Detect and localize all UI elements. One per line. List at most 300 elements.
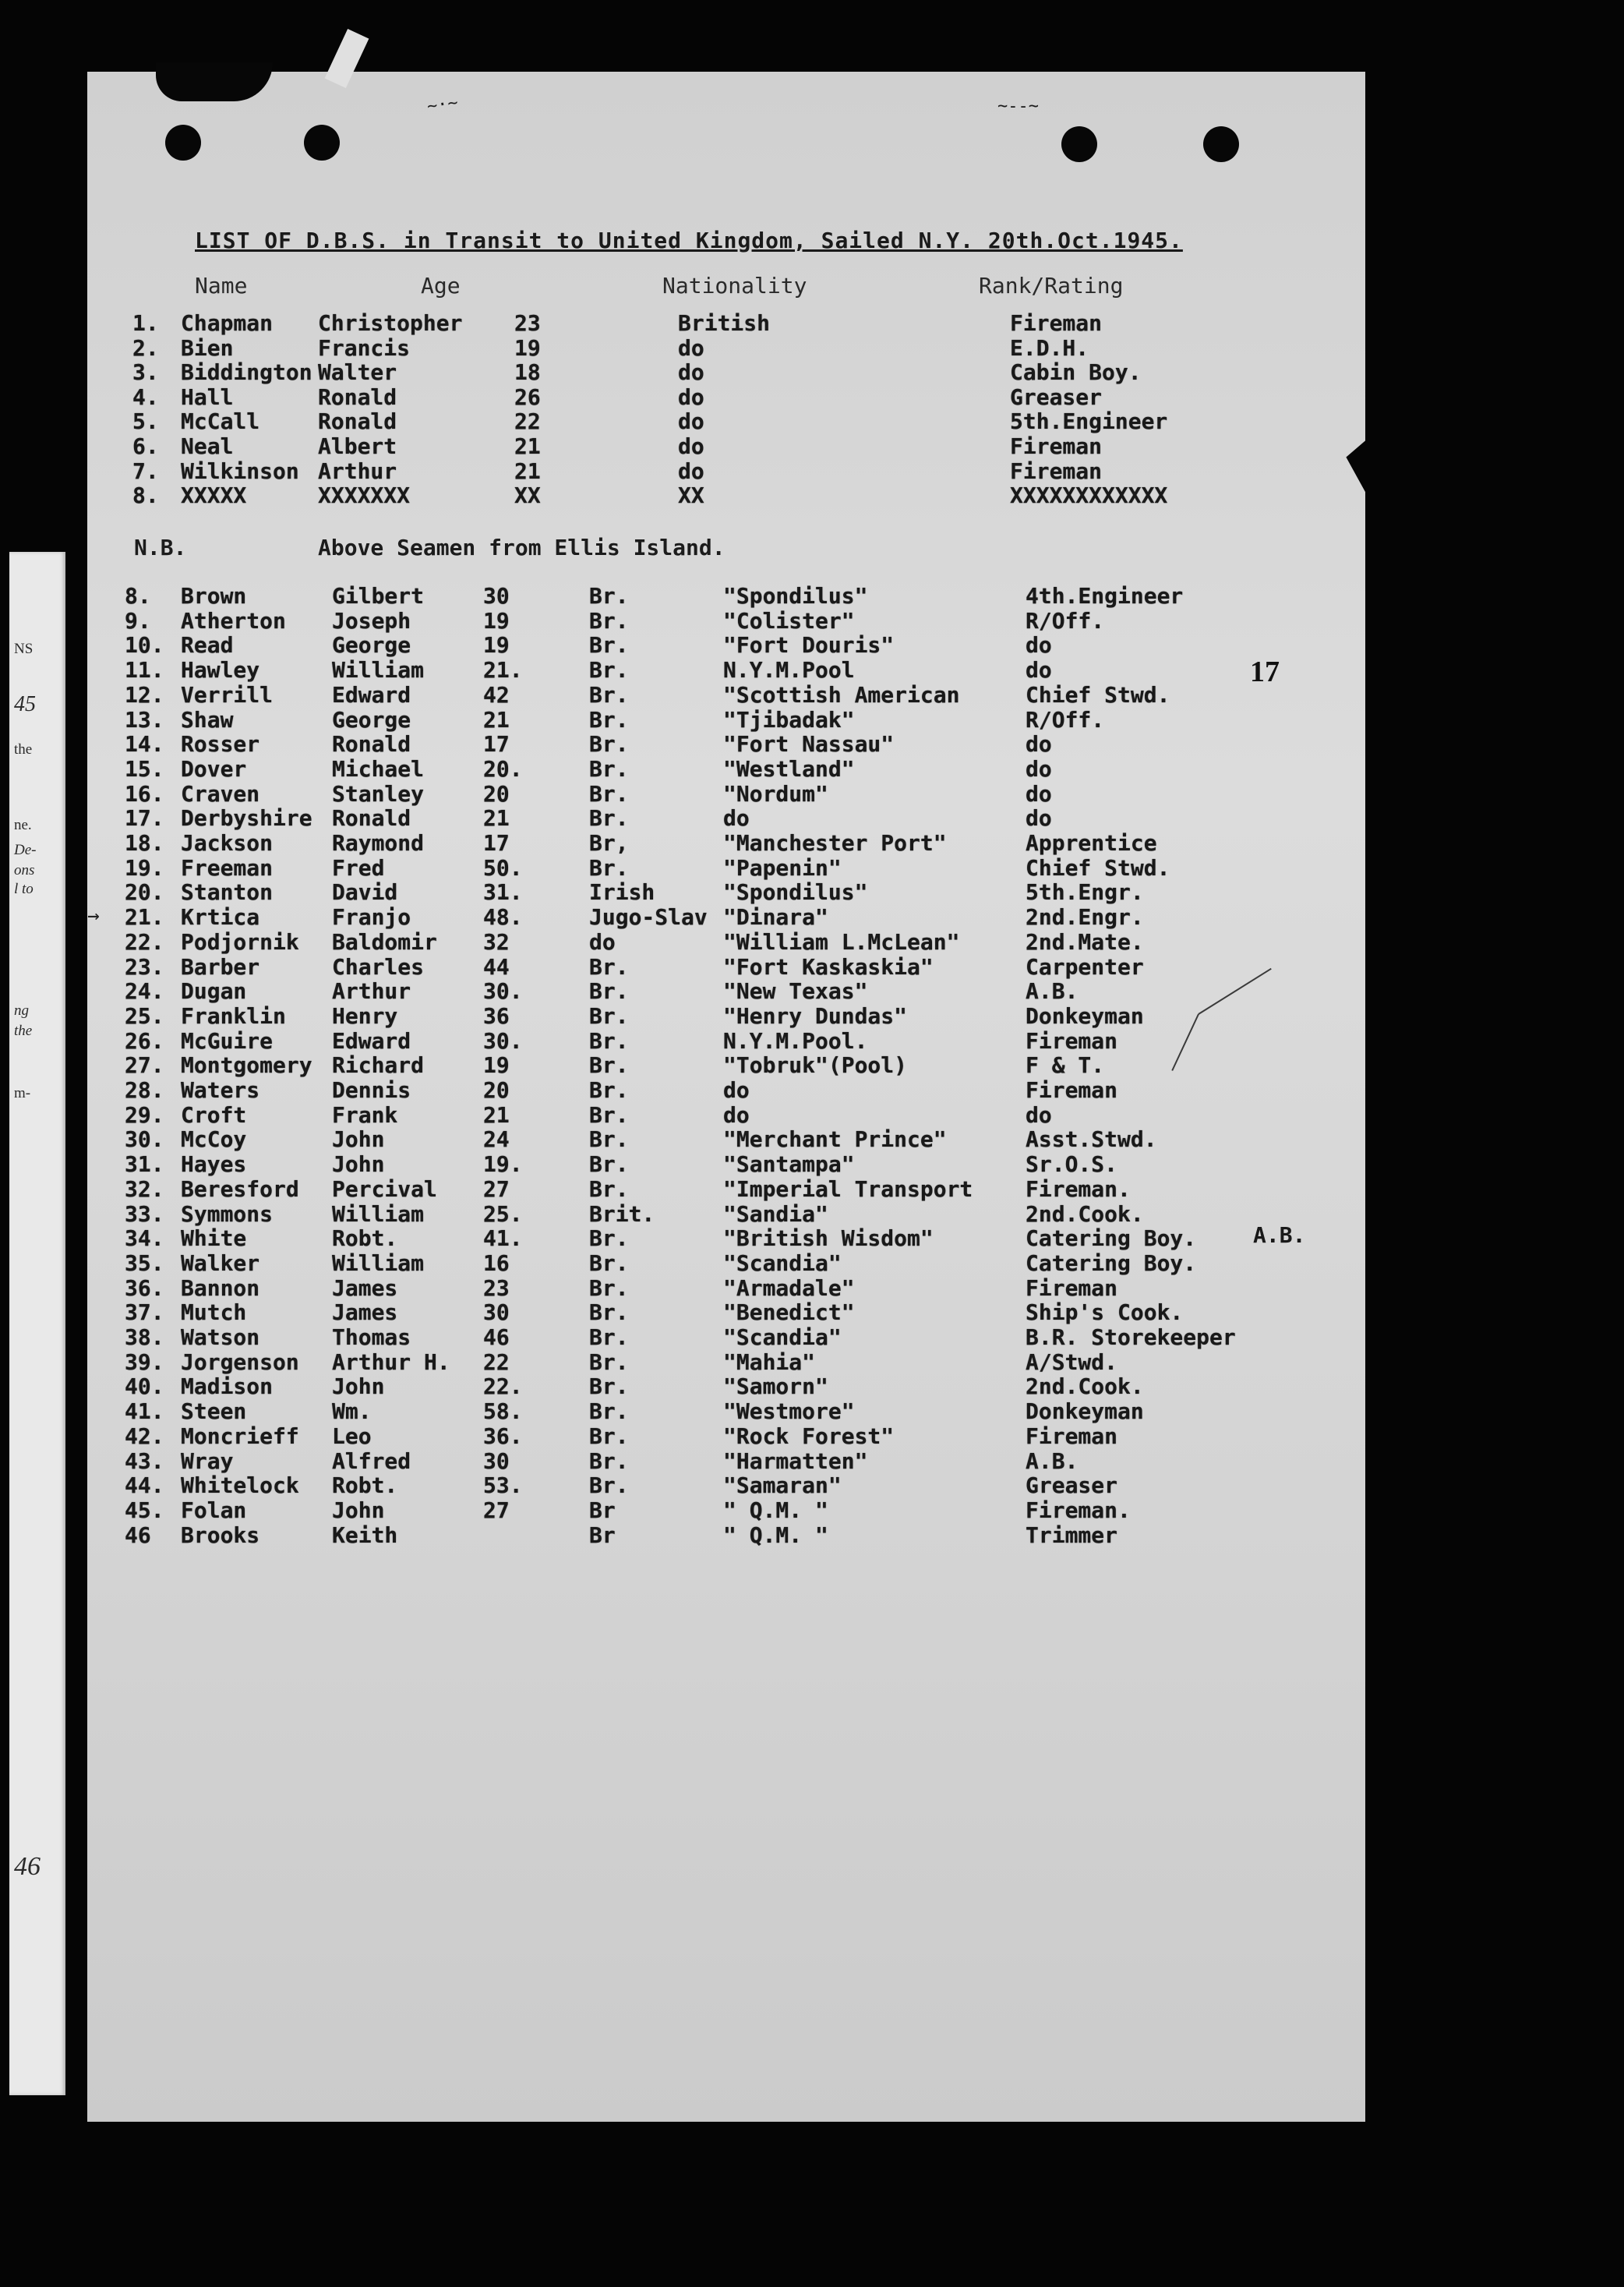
- nationality: Br.: [589, 755, 629, 782]
- age: 23: [514, 310, 541, 336]
- nationality: do: [589, 928, 616, 955]
- rank-rating: Asst.Stwd.: [1026, 1126, 1157, 1153]
- entry-number: 42.: [125, 1423, 164, 1449]
- list-item: [0, 929, 1325, 954]
- list-item: [0, 1003, 1325, 1028]
- nationality: Br: [589, 1522, 616, 1548]
- age: 46: [483, 1324, 510, 1350]
- entry-number: 16.: [125, 780, 164, 807]
- surname: Symmons: [181, 1200, 274, 1227]
- entry-number: 44.: [125, 1472, 164, 1499]
- surname: Bannon: [181, 1274, 260, 1301]
- first-name: Keith: [332, 1522, 398, 1548]
- nationality: Br.: [589, 1472, 629, 1499]
- rank-rating: Chief Stwd.: [1026, 681, 1170, 708]
- first-name: Percival: [332, 1175, 437, 1202]
- ship-name: "Samorn": [723, 1373, 828, 1400]
- nationality: Br.: [589, 805, 629, 832]
- rank-rating: Donkeyman: [1026, 1398, 1144, 1425]
- rank-rating: 2nd.Mate.: [1026, 928, 1144, 955]
- entry-number: 33.: [125, 1200, 164, 1227]
- first-name: Ronald: [332, 805, 411, 832]
- list-item: [0, 1275, 1325, 1300]
- first-name: Edward: [332, 681, 411, 708]
- age: 20.: [483, 755, 523, 782]
- ship-name: "Fort Douris": [723, 632, 895, 659]
- age: 27: [483, 1497, 510, 1523]
- entry-number: 35.: [125, 1250, 164, 1276]
- age: 21: [483, 805, 510, 832]
- rank-rating: Fireman: [1026, 1027, 1118, 1054]
- age: 21: [483, 706, 510, 733]
- rank-rating: Trimmer: [1026, 1522, 1118, 1548]
- nationality: Br.: [589, 1274, 629, 1301]
- nationality: do: [678, 433, 704, 459]
- ship-name: "Fort Kaskaskia": [723, 953, 934, 980]
- list-item: [0, 1126, 1325, 1151]
- first-name: Baldomir: [332, 928, 437, 955]
- ship-name: N.Y.M.Pool: [723, 657, 855, 684]
- list-item: [0, 335, 1325, 360]
- surname: Walker: [181, 1250, 260, 1276]
- rank-rating: Carpenter: [1026, 953, 1144, 980]
- entry-number: 22.: [125, 928, 164, 955]
- list-item: [0, 1448, 1325, 1473]
- list-item: [0, 1176, 1325, 1201]
- ship-name: "Westland": [723, 755, 855, 782]
- ship-name: " Q.M. ": [723, 1522, 828, 1548]
- entry-number: 32.: [125, 1175, 164, 1202]
- surname: McCoy: [181, 1126, 247, 1153]
- note-label: N.B.: [134, 535, 187, 560]
- first-name: Leo: [332, 1423, 372, 1449]
- rank-rating: Fireman: [1026, 1274, 1118, 1301]
- rank-rating: do: [1026, 755, 1052, 782]
- surname: Podjornik: [181, 928, 299, 955]
- surname: Dover: [181, 755, 247, 782]
- surname: Biddington: [181, 359, 312, 386]
- entry-number: 38.: [125, 1324, 164, 1350]
- rank-rating: do: [1026, 632, 1052, 659]
- rank-rating: do: [1026, 780, 1052, 807]
- age: 53.: [483, 1472, 523, 1499]
- age: 50.: [483, 854, 523, 881]
- rank-rating: Greaser: [1010, 384, 1103, 410]
- nationality: Br.: [589, 953, 629, 980]
- age: 41.: [483, 1225, 523, 1252]
- margin-fragment: 45: [14, 692, 36, 716]
- ship-name: "Rock Forest": [723, 1423, 895, 1449]
- age: 58.: [483, 1398, 523, 1425]
- list-item: [0, 384, 1325, 409]
- nationality: Br.: [589, 1250, 629, 1276]
- first-name: Christopher: [318, 310, 463, 336]
- age: 22.: [483, 1373, 523, 1400]
- surname: Wilkinson: [181, 458, 299, 484]
- entry-number: 31.: [125, 1151, 164, 1178]
- surname: Barber: [181, 953, 260, 980]
- first-name: Thomas: [332, 1324, 411, 1350]
- list-item: [0, 1324, 1325, 1349]
- nationality: XX: [678, 482, 704, 509]
- first-name: William: [332, 1200, 425, 1227]
- ship-name: "Colister": [723, 607, 855, 634]
- column-header-name: Name: [195, 273, 248, 299]
- first-name: James: [332, 1299, 398, 1326]
- list-item: [0, 657, 1325, 682]
- surname: Waters: [181, 1077, 260, 1103]
- list-item: [0, 408, 1325, 433]
- ship-name: do: [723, 1101, 750, 1128]
- list-item: [0, 805, 1325, 830]
- ship-name: "Tjibadak": [723, 706, 855, 733]
- age: 31.: [483, 879, 523, 906]
- column-header-rank: Rank/Rating: [979, 273, 1124, 299]
- list-item: [0, 583, 1325, 608]
- list-item: [0, 707, 1325, 732]
- first-name: Edward: [332, 1027, 411, 1054]
- ship-name: N.Y.M.Pool.: [723, 1027, 868, 1054]
- age: 18: [514, 359, 541, 386]
- surname: Derbyshire: [181, 805, 312, 832]
- nationality: Br.: [589, 1052, 629, 1079]
- entry-number: 24.: [125, 978, 164, 1005]
- surname: Beresford: [181, 1175, 299, 1202]
- rank-rating: Greaser: [1026, 1472, 1118, 1499]
- age: 36.: [483, 1423, 523, 1449]
- entry-number: 30.: [125, 1126, 164, 1153]
- age: 19.: [483, 1151, 523, 1178]
- nationality: Br.: [589, 1101, 629, 1128]
- surname: XXXXX: [181, 482, 247, 509]
- document-title: LIST OF D.B.S. in Transit to United Kingdom, Sailed N.Y. 20th.Oct.1945.: [195, 228, 1183, 253]
- nationality: Br.: [589, 706, 629, 733]
- first-name: Francis: [318, 334, 411, 361]
- first-name: Albert: [318, 433, 397, 459]
- rank-rating: Chief Stwd.: [1026, 854, 1170, 881]
- entry-number: 15.: [125, 755, 164, 782]
- surname: Hall: [181, 384, 234, 410]
- list-item: [0, 1250, 1325, 1275]
- age: 19: [483, 1052, 510, 1079]
- list-item: [0, 1151, 1325, 1176]
- surname: Moncrieff: [181, 1423, 299, 1449]
- age: 44: [483, 953, 510, 980]
- punch-hole: [1203, 126, 1239, 162]
- list-item: [0, 632, 1325, 657]
- surname: Chapman: [181, 310, 274, 336]
- ship-name: "Henry Dundas": [723, 1002, 908, 1029]
- first-name: John: [332, 1497, 385, 1523]
- rank-rating: Fireman: [1026, 1077, 1118, 1103]
- rank-rating: Catering Boy.: [1026, 1250, 1197, 1276]
- nationality: Br.: [589, 1398, 629, 1425]
- first-name: Ronald: [332, 731, 411, 758]
- ship-name: "Merchant Prince": [723, 1126, 947, 1153]
- age: 20: [483, 1077, 510, 1103]
- surname: Croft: [181, 1101, 247, 1128]
- age: 19: [483, 632, 510, 659]
- nationality: Br.: [589, 780, 629, 807]
- arrow-mark-icon: →: [87, 904, 100, 928]
- surname: Brooks: [181, 1522, 260, 1548]
- age: 21: [514, 433, 541, 459]
- list-item: [0, 359, 1325, 384]
- margin-fragment: ne.: [14, 817, 32, 833]
- first-name: James: [332, 1274, 398, 1301]
- ship-name: "Santampa": [723, 1151, 855, 1178]
- age: 19: [514, 334, 541, 361]
- surname: White: [181, 1225, 247, 1252]
- entry-number: 17.: [125, 805, 164, 832]
- margin-fragment: ng: [14, 1002, 29, 1019]
- first-name: John: [332, 1126, 385, 1153]
- ship-name: "Samaran": [723, 1472, 842, 1499]
- entry-number: 43.: [125, 1447, 164, 1474]
- ship-name: "Scandia": [723, 1324, 842, 1350]
- nationality: Br.: [589, 607, 629, 634]
- nationality: do: [678, 458, 704, 484]
- surname: Folan: [181, 1497, 247, 1523]
- ship-name: "Westmore": [723, 1398, 855, 1425]
- list-item: [0, 954, 1325, 979]
- nationality: Br.: [589, 1447, 629, 1474]
- punch-hole: [304, 125, 340, 161]
- entry-number: 14.: [125, 731, 164, 758]
- rank-rating: 2nd.Cook.: [1026, 1200, 1144, 1227]
- entry-number: 7.: [132, 458, 159, 484]
- age: 30: [483, 1447, 510, 1474]
- ship-name: do: [723, 1077, 750, 1103]
- entry-number: 18.: [125, 830, 164, 856]
- list-item: [0, 855, 1325, 880]
- entry-number: 25.: [125, 1002, 164, 1029]
- age: 19: [483, 607, 510, 634]
- rank-rating: A.B.: [1026, 1447, 1079, 1474]
- list-item: [0, 682, 1325, 707]
- list-item: [0, 731, 1325, 756]
- entry-number: 34.: [125, 1225, 164, 1252]
- first-name: Fred: [332, 854, 385, 881]
- entry-number: 19.: [125, 854, 164, 881]
- list-item: [0, 879, 1325, 904]
- surname: Bien: [181, 334, 234, 361]
- rank-rating: F & T.: [1026, 1052, 1105, 1079]
- age: 42: [483, 681, 510, 708]
- nationality: Br.: [589, 854, 629, 881]
- nationality: Br.: [589, 681, 629, 708]
- surname: Craven: [181, 780, 260, 807]
- entry-number: 45.: [125, 1497, 164, 1523]
- surname: Jackson: [181, 830, 274, 856]
- rank-rating: E.D.H.: [1010, 334, 1089, 361]
- list-item: [0, 458, 1325, 483]
- first-name: Arthur: [332, 978, 411, 1005]
- rank-rating: Fireman: [1010, 310, 1103, 336]
- rank-rating: 5th.Engineer: [1010, 408, 1168, 435]
- age: 30.: [483, 1027, 523, 1054]
- ship-name: "Scandia": [723, 1250, 842, 1276]
- surname: McCall: [181, 408, 260, 435]
- first-name: Henry: [332, 1002, 398, 1029]
- nationality: Br.: [589, 1373, 629, 1400]
- pencil-mark: ~--~: [997, 97, 1039, 116]
- list-item: [0, 1398, 1325, 1423]
- list-item: [0, 904, 1325, 929]
- entry-number: 39.: [125, 1349, 164, 1375]
- first-name: Arthur: [318, 458, 397, 484]
- margin-fragment: NS: [14, 641, 34, 657]
- ship-name: "Mahia": [723, 1349, 816, 1375]
- nationality: Br.: [589, 583, 629, 609]
- entry-number: 8.: [132, 482, 159, 509]
- first-name: XXXXXXX: [318, 482, 411, 509]
- age: 36: [483, 1002, 510, 1029]
- first-name: Robt.: [332, 1225, 398, 1252]
- age: 30.: [483, 978, 523, 1005]
- surname: Shaw: [181, 706, 234, 733]
- ship-name: "New Texas": [723, 978, 868, 1005]
- list-item: [0, 1077, 1325, 1102]
- age: 21: [483, 1101, 510, 1128]
- age: 25.: [483, 1200, 523, 1227]
- first-name: Richard: [332, 1052, 425, 1079]
- ship-name: "Nordum": [723, 780, 828, 807]
- rank-rating: Fireman.: [1026, 1497, 1131, 1523]
- entry-number: 3.: [132, 359, 159, 386]
- nationality: Br.: [589, 731, 629, 758]
- list-item: [0, 1522, 1325, 1547]
- margin-fragment: ons: [14, 862, 35, 878]
- age: 26: [514, 384, 541, 410]
- entry-number: 29.: [125, 1101, 164, 1128]
- nationality: do: [678, 334, 704, 361]
- rank-rating: Fireman: [1010, 458, 1103, 484]
- ship-name: "Sandia": [723, 1200, 828, 1227]
- rank-rating: Ship's Cook.: [1026, 1299, 1184, 1326]
- nationality: Br.: [589, 1126, 629, 1153]
- first-name: William: [332, 1250, 425, 1276]
- entry-number: 11.: [125, 657, 164, 684]
- list-item: [0, 1423, 1325, 1448]
- entry-number: 26.: [125, 1027, 164, 1054]
- first-name: Wm.: [332, 1398, 372, 1425]
- list-item: [0, 1373, 1325, 1398]
- list-item: [0, 608, 1325, 633]
- surname: Hawley: [181, 657, 260, 684]
- surname: Hayes: [181, 1151, 247, 1178]
- surname: Verrill: [181, 681, 274, 708]
- rank-rating: Apprentice: [1026, 830, 1157, 856]
- column-header-age: Age: [421, 273, 461, 299]
- ship-name: "William L.McLean": [723, 928, 960, 955]
- ship-name: "Scottish American: [723, 681, 960, 708]
- age: 16: [483, 1250, 510, 1276]
- rank-rating: Cabin Boy.: [1010, 359, 1142, 386]
- list-item: [0, 482, 1325, 507]
- first-name: Dennis: [332, 1077, 411, 1103]
- punch-hole: [165, 125, 201, 161]
- nationality: Br.: [589, 1077, 629, 1103]
- entry-number: 1.: [132, 310, 159, 336]
- nationality: Br.: [589, 1027, 629, 1054]
- entry-number: 9.: [125, 607, 151, 634]
- nationality: Br.: [589, 1225, 629, 1252]
- margin-fragment: the: [14, 741, 33, 758]
- rank-rating: 2nd.Cook.: [1026, 1373, 1144, 1400]
- entry-number: 5.: [132, 408, 159, 435]
- list-item: [0, 1052, 1325, 1077]
- nationality: do: [678, 408, 704, 435]
- first-name: Frank: [332, 1101, 398, 1128]
- first-name: Arthur H.: [332, 1349, 450, 1375]
- rank-rating: Fireman: [1026, 1423, 1118, 1449]
- list-item: [0, 433, 1325, 458]
- ship-name: "Armadale": [723, 1274, 855, 1301]
- first-name: Charles: [332, 953, 425, 980]
- rank-rating: 5th.Engr.: [1026, 879, 1144, 906]
- entry-number: 21.: [125, 904, 164, 931]
- list-item: [0, 1028, 1325, 1053]
- list-item: [0, 1497, 1325, 1522]
- ship-name: "Fort Nassau": [723, 731, 895, 758]
- page-number: 17: [1250, 656, 1280, 688]
- column-header-nationality: Nationality: [662, 273, 807, 299]
- ship-name: "Spondilus": [723, 583, 868, 609]
- surname: Stanton: [181, 879, 274, 906]
- first-name: Walter: [318, 359, 397, 386]
- first-name: Franjo: [332, 904, 411, 931]
- surname: Whitelock: [181, 1472, 299, 1499]
- first-name: John: [332, 1373, 385, 1400]
- ship-name: "Spondilus": [723, 879, 868, 906]
- entry-number: 28.: [125, 1077, 164, 1103]
- age: 27: [483, 1175, 510, 1202]
- nationality: Irish: [589, 879, 655, 906]
- surname: Neal: [181, 433, 234, 459]
- rank-rating: 2nd.Engr.: [1026, 904, 1144, 931]
- surname: Jorgenson: [181, 1349, 299, 1375]
- age: 21: [514, 458, 541, 484]
- rank-rating: Donkeyman: [1026, 1002, 1144, 1029]
- list-item: [0, 781, 1325, 806]
- entry-number: 36.: [125, 1274, 164, 1301]
- age: 30: [483, 583, 510, 609]
- surname: Franklin: [181, 1002, 286, 1029]
- surname: Freeman: [181, 854, 274, 881]
- ship-name: "Dinara": [723, 904, 828, 931]
- list-item: [0, 1225, 1325, 1250]
- rank-rating: Fireman: [1010, 433, 1103, 459]
- rank-rating: R/Off.: [1026, 607, 1105, 634]
- rank-rating: do: [1026, 805, 1052, 832]
- entry-number: 10.: [125, 632, 164, 659]
- ship-name: do: [723, 805, 750, 832]
- entry-number: 6.: [132, 433, 159, 459]
- surname: Brown: [181, 583, 247, 609]
- ship-name: "Manchester Port": [723, 830, 947, 856]
- first-name: Michael: [332, 755, 425, 782]
- age: 48.: [483, 904, 523, 931]
- age: 17: [483, 830, 510, 856]
- rank-rating: R/Off.: [1026, 706, 1105, 733]
- rank-rating: Sr.O.S.: [1026, 1151, 1118, 1178]
- entry-number: 27.: [125, 1052, 164, 1079]
- nationality: Br: [589, 1497, 616, 1523]
- list-item: [0, 1102, 1325, 1127]
- punch-hole: [1061, 126, 1097, 162]
- surname: Watson: [181, 1324, 260, 1350]
